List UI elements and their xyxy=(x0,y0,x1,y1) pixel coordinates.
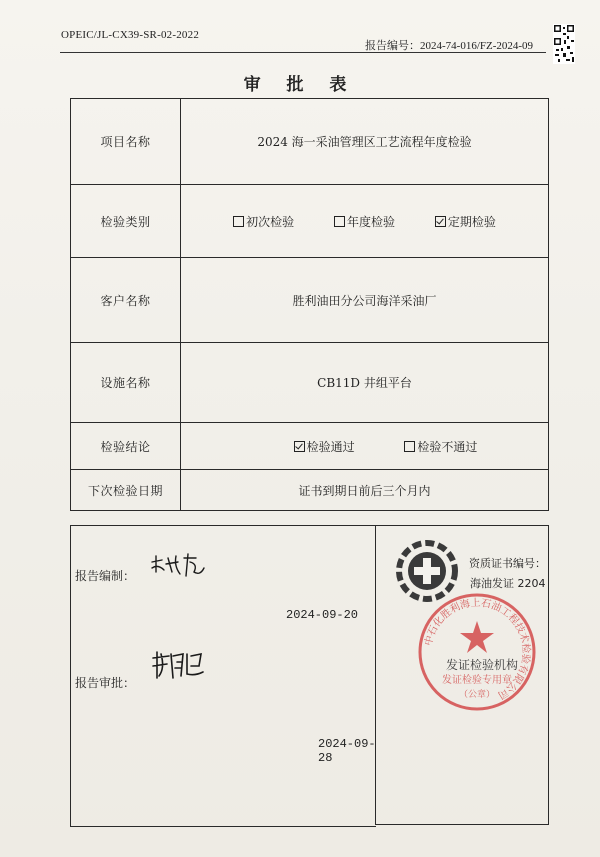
option-passed[interactable] xyxy=(294,438,355,455)
option-failed-label: 检验不通过 xyxy=(417,439,478,454)
project-label: 项目名称 xyxy=(71,99,181,185)
option-periodic-label: 定期检验 xyxy=(447,214,496,229)
compiler-signature xyxy=(148,552,208,580)
report-number-label: 报告编号： xyxy=(365,40,420,52)
project-value: 2024 海一采油管理区工艺流程年度检验 xyxy=(181,99,549,185)
header-rule xyxy=(60,52,546,53)
document-code: OPEIC/JL-CX39-SR-02-2022 xyxy=(61,29,200,41)
inspection-type-row xyxy=(71,185,549,258)
compile-date: 2024-09-20 xyxy=(286,608,359,622)
approval-form-table xyxy=(70,98,549,511)
facility-value: CB11D 井组平台 xyxy=(181,343,549,423)
facility-row xyxy=(71,343,549,423)
audit-date: 2024-09-28 xyxy=(318,737,376,765)
client-value: 胜利油田分公司海洋采油厂 xyxy=(181,258,549,343)
checkbox-periodic[interactable] xyxy=(435,216,446,227)
facility-label: 设施名称 xyxy=(71,343,181,423)
report-number xyxy=(365,37,533,53)
approver-signature xyxy=(151,650,209,682)
checkbox-initial[interactable] xyxy=(233,216,244,227)
option-periodic-inspection[interactable] xyxy=(435,213,496,230)
stamp-center-text: 发证检验机构 xyxy=(446,658,519,672)
option-initial-inspection[interactable] xyxy=(233,213,294,230)
inspection-type-label: 检验类别 xyxy=(71,185,181,258)
next-date-value: 证书到期日前后三个月内 xyxy=(181,470,549,511)
svg-text:中石化胜利海上石油工程技术检验有限公司: 中石化胜利海上石油工程技术检验有限公司 xyxy=(423,597,532,701)
inspection-type-options xyxy=(181,185,549,258)
conclusion-row xyxy=(71,423,549,470)
conclusion-label: 检验结论 xyxy=(71,423,181,470)
page-title: 审 批 表 xyxy=(243,75,357,95)
option-passed-label: 检验通过 xyxy=(306,439,355,454)
compiler-label: 报告编制： xyxy=(75,569,136,583)
certificate-number: 海油发证 2204 xyxy=(470,577,546,590)
option-annual-label: 年度检验 xyxy=(346,214,395,229)
option-annual-inspection[interactable] xyxy=(334,213,395,230)
next-date-row xyxy=(71,470,549,511)
conclusion-options xyxy=(181,423,549,470)
project-row xyxy=(71,99,549,185)
checkbox-annual[interactable] xyxy=(334,216,345,227)
official-seal xyxy=(416,591,538,713)
certificate-number-label: 资质证书编号： xyxy=(469,557,546,570)
checkbox-passed[interactable] xyxy=(294,441,305,452)
report-number-value: 2024-74-016/FZ-2024-09 xyxy=(420,40,534,52)
certificate-panel xyxy=(375,525,549,825)
checkbox-failed[interactable] xyxy=(404,441,415,452)
signature-panel xyxy=(70,525,376,827)
svg-text:发证检验专用章: 发证检验专用章 xyxy=(442,675,512,686)
signature-section xyxy=(70,525,549,825)
qr-code-icon xyxy=(553,24,575,64)
next-date-label: 下次检验日期 xyxy=(71,470,181,511)
option-initial-label: 初次检验 xyxy=(246,214,295,229)
option-failed[interactable] xyxy=(404,438,477,455)
client-row xyxy=(71,258,549,343)
approver-label: 报告审批： xyxy=(75,676,136,690)
svg-text:（公章）: （公章） xyxy=(458,690,496,700)
client-label: 客户名称 xyxy=(71,258,181,343)
